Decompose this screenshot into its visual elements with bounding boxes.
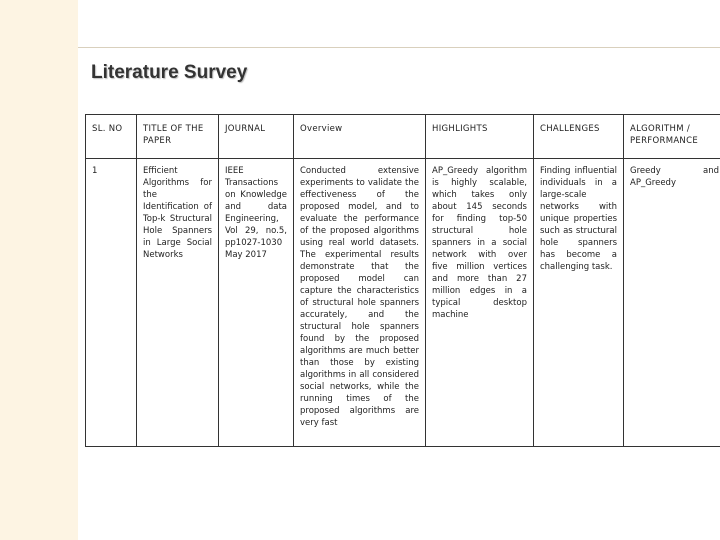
header-sl-no: SL. NO (86, 115, 137, 159)
cell-sl-no: 1 (86, 159, 137, 447)
table-row (86, 159, 720, 447)
header-highlights: HIGHLIGHTS (426, 115, 534, 159)
cell-highlights: AP_Greedy algorithm is highly scalable, which takes only about 145 seconds for finding top-50 structural hole spanners in a social network with over five million vertices and more than 27 million edges in a typical desktop machine (426, 159, 534, 447)
header-journal: JOURNAL (219, 115, 294, 159)
cell-journal: IEEE Transactions on Knowledge and data Engineering, Vol 29, no.5, pp1027-1030 May 2017 (219, 159, 294, 447)
header-algorithm-performance: ALGORITHM / PERFORMANCE (624, 115, 720, 159)
header-divider (78, 47, 720, 48)
cell-overview: Conducted extensive experiments to validate the effectiveness of the proposed model, and to evaluate the performance of the proposed algorithms using real world datasets. The experimental results demonstrate that the proposed model can capture the characteristics of structural hole spanners accurately, and the structural hole spanners found by the proposed algorithms are much better than those by existing algorithms in all considered social networks, while the running times of the proposed algorithms are very fast (294, 159, 426, 447)
header-challenges: CHALLENGES (534, 115, 624, 159)
header-overview: Overview (294, 115, 426, 159)
table-header-row (86, 115, 720, 159)
cell-algorithm: Greedy and AP_Greedy (624, 159, 720, 447)
slide-title: Literature Survey (91, 62, 248, 83)
cell-title: Efficient Algorithms for the Identification of Top-k Structural Hole Spanners in Large Social Networks (137, 159, 219, 447)
header-title-of-paper: TITLE OF THE PAPER (137, 115, 219, 159)
decorative-left-band (0, 0, 78, 540)
literature-survey-table (85, 114, 720, 447)
cell-challenges: Finding influential individuals in a large-scale networks with unique properties such as structural hole spanners has become a challenging task. (534, 159, 624, 447)
